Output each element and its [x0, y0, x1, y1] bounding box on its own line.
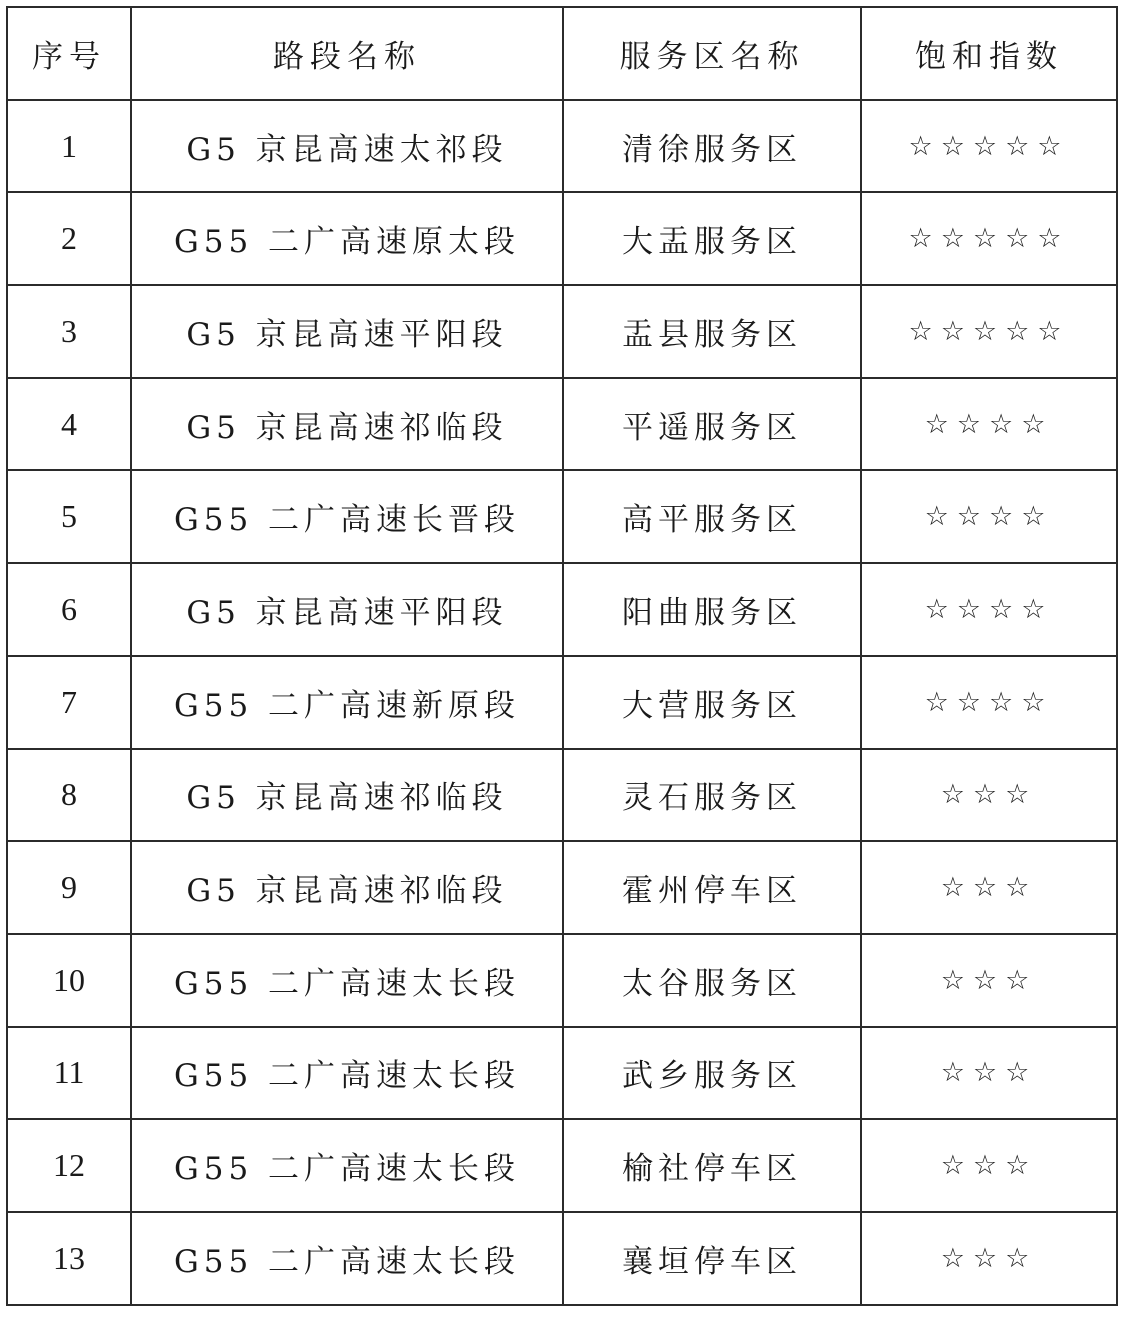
cell-index: 6 [7, 563, 131, 656]
table-row [7, 1119, 1117, 1212]
cell-area: 榆社停车区 [563, 1119, 861, 1212]
table-row [7, 656, 1117, 749]
cell-star-rating: ☆☆☆☆ [861, 656, 1117, 749]
header-road-name: 路段名称 [131, 7, 563, 100]
cell-star-rating: ☆☆☆☆ [861, 563, 1117, 656]
cell-road: G55 二广高速长晋段 [131, 470, 563, 563]
table-row [7, 934, 1117, 1027]
cell-road: G55 二广高速太长段 [131, 934, 563, 1027]
cell-index: 9 [7, 841, 131, 934]
cell-road: G5 京昆高速祁临段 [131, 841, 563, 934]
table-row [7, 841, 1117, 934]
cell-index: 7 [7, 656, 131, 749]
cell-index: 1 [7, 100, 131, 193]
cell-area: 盂县服务区 [563, 285, 861, 378]
table-row [7, 285, 1117, 378]
cell-area: 灵石服务区 [563, 749, 861, 842]
table-header-row [7, 7, 1117, 100]
header-saturation-index: 饱和指数 [861, 7, 1117, 100]
cell-star-rating: ☆☆☆ [861, 1119, 1117, 1212]
cell-area: 太谷服务区 [563, 934, 861, 1027]
cell-star-rating: ☆☆☆☆☆ [861, 285, 1117, 378]
table-row [7, 192, 1117, 285]
service-area-saturation-table [6, 6, 1118, 1306]
cell-area: 襄垣停车区 [563, 1212, 861, 1305]
cell-index: 2 [7, 192, 131, 285]
cell-index: 3 [7, 285, 131, 378]
table-row [7, 563, 1117, 656]
cell-road: G5 京昆高速平阳段 [131, 285, 563, 378]
cell-road: G5 京昆高速祁临段 [131, 378, 563, 471]
cell-road: G55 二广高速原太段 [131, 192, 563, 285]
header-index: 序号 [7, 7, 131, 100]
table-row [7, 1027, 1117, 1120]
cell-index: 11 [7, 1027, 131, 1120]
cell-star-rating: ☆☆☆☆ [861, 378, 1117, 471]
cell-star-rating: ☆☆☆ [861, 934, 1117, 1027]
table-row [7, 378, 1117, 471]
cell-road: G55 二广高速新原段 [131, 656, 563, 749]
cell-area: 大盂服务区 [563, 192, 861, 285]
table-row [7, 749, 1117, 842]
cell-star-rating: ☆☆☆☆☆ [861, 192, 1117, 285]
table-row [7, 470, 1117, 563]
cell-road: G5 京昆高速太祁段 [131, 100, 563, 193]
cell-road: G5 京昆高速祁临段 [131, 749, 563, 842]
cell-area: 平遥服务区 [563, 378, 861, 471]
cell-area: 霍州停车区 [563, 841, 861, 934]
cell-star-rating: ☆☆☆☆ [861, 470, 1117, 563]
cell-index: 13 [7, 1212, 131, 1305]
cell-road: G55 二广高速太长段 [131, 1119, 563, 1212]
cell-area: 高平服务区 [563, 470, 861, 563]
cell-road: G5 京昆高速平阳段 [131, 563, 563, 656]
cell-star-rating: ☆☆☆ [861, 1212, 1117, 1305]
table-row [7, 100, 1117, 193]
service-area-table-container [6, 6, 1116, 1306]
cell-star-rating: ☆☆☆ [861, 1027, 1117, 1120]
cell-index: 8 [7, 749, 131, 842]
cell-index: 4 [7, 378, 131, 471]
cell-road: G55 二广高速太长段 [131, 1212, 563, 1305]
cell-star-rating: ☆☆☆ [861, 841, 1117, 934]
cell-road: G55 二广高速太长段 [131, 1027, 563, 1120]
cell-area: 武乡服务区 [563, 1027, 861, 1120]
header-service-area-name: 服务区名称 [563, 7, 861, 100]
cell-star-rating: ☆☆☆ [861, 749, 1117, 842]
cell-index: 12 [7, 1119, 131, 1212]
cell-index: 5 [7, 470, 131, 563]
table-row [7, 1212, 1117, 1305]
cell-area: 大营服务区 [563, 656, 861, 749]
cell-star-rating: ☆☆☆☆☆ [861, 100, 1117, 193]
cell-area: 阳曲服务区 [563, 563, 861, 656]
cell-index: 10 [7, 934, 131, 1027]
cell-area: 清徐服务区 [563, 100, 861, 193]
